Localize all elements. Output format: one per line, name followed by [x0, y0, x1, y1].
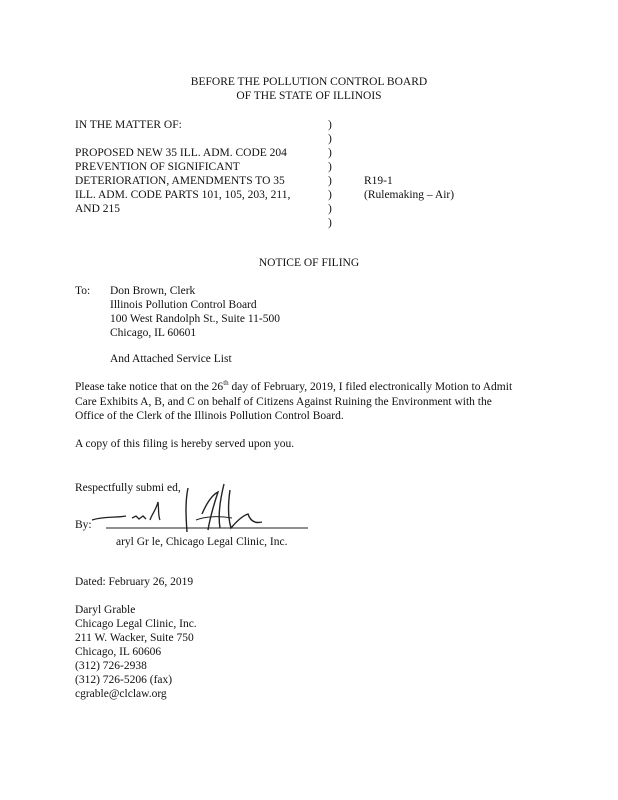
contact-line: 211 W. Wacker, Suite 750 — [75, 632, 194, 644]
matter-line: AND 215 — [75, 203, 121, 215]
court-state: OF THE STATE OF ILLINOIS — [236, 90, 382, 102]
paren: ) — [328, 119, 332, 131]
contact-line: Chicago, IL 60606 — [75, 646, 162, 658]
notice-paragraph-line: Please take notice that on the 26th day of February, 2019, I filed electronically Motion to Admit — [75, 379, 513, 393]
matter-line: ILL. ADM. CODE PARTS 101, 105, 203, 211, — [75, 189, 291, 201]
contact-line: (312) 726-2938 — [75, 660, 147, 672]
addressee-block — [110, 284, 280, 340]
matter-description — [75, 146, 290, 216]
contact-email: cgrable@clclaw.org — [75, 688, 167, 700]
addressee-line: Illinois Pollution Control Board — [110, 299, 257, 311]
notice-paragraph-line: Office of the Clerk of the Illinois Pollution Control Board. — [75, 410, 344, 422]
caption-parentheses — [328, 118, 332, 230]
service-statement: A copy of this filing is hereby served upon you. — [75, 438, 295, 450]
handwritten-signature — [90, 480, 320, 540]
paren: ) — [328, 175, 332, 187]
by-label: By: — [75, 519, 92, 531]
paren: ) — [328, 217, 332, 229]
case-number: R19-1 — [364, 175, 393, 187]
case-type: (Rulemaking – Air) — [364, 189, 455, 201]
paren: ) — [328, 161, 332, 173]
in-the-matter-label: IN THE MATTER OF: — [75, 119, 182, 131]
addressee-line: Don Brown, Clerk — [110, 285, 196, 297]
notice-title: NOTICE OF FILING — [258, 257, 360, 269]
signer-name: aryl Gr le, Chicago Legal Clinic, Inc. — [116, 536, 288, 548]
paren: ) — [328, 189, 332, 201]
contact-line: (312) 726-5206 (fax) — [75, 674, 173, 686]
matter-line: PROPOSED NEW 35 ILL. ADM. CODE 204 — [75, 147, 287, 159]
court-name: BEFORE THE POLLUTION CONTROL BOARD — [190, 76, 428, 88]
to-label: To: — [75, 285, 91, 297]
paren: ) — [328, 133, 332, 145]
matter-line: DETERIORATION, AMENDMENTS TO 35 — [75, 175, 285, 187]
notice-paragraph-line: Care Exhibits A, B, and C on behalf of Citizens Against Ruining the Environment with the — [75, 396, 492, 408]
paren: ) — [328, 203, 332, 215]
attached-service-list: And Attached Service List — [110, 353, 232, 365]
contact-block — [75, 603, 197, 701]
contact-line: Daryl Grable — [75, 604, 136, 616]
contact-line: Chicago Legal Clinic, Inc. — [75, 618, 197, 630]
dated: Dated: February 26, 2019 — [75, 576, 194, 588]
addressee-line: Chicago, IL 60601 — [110, 327, 197, 339]
addressee-line: 100 West Randolph St., Suite 11-500 — [110, 313, 280, 325]
respectfully-submitted: Respectfully submi ed, — [75, 482, 181, 494]
paren: ) — [328, 147, 332, 159]
matter-line: PREVENTION OF SIGNIFICANT — [75, 161, 240, 173]
